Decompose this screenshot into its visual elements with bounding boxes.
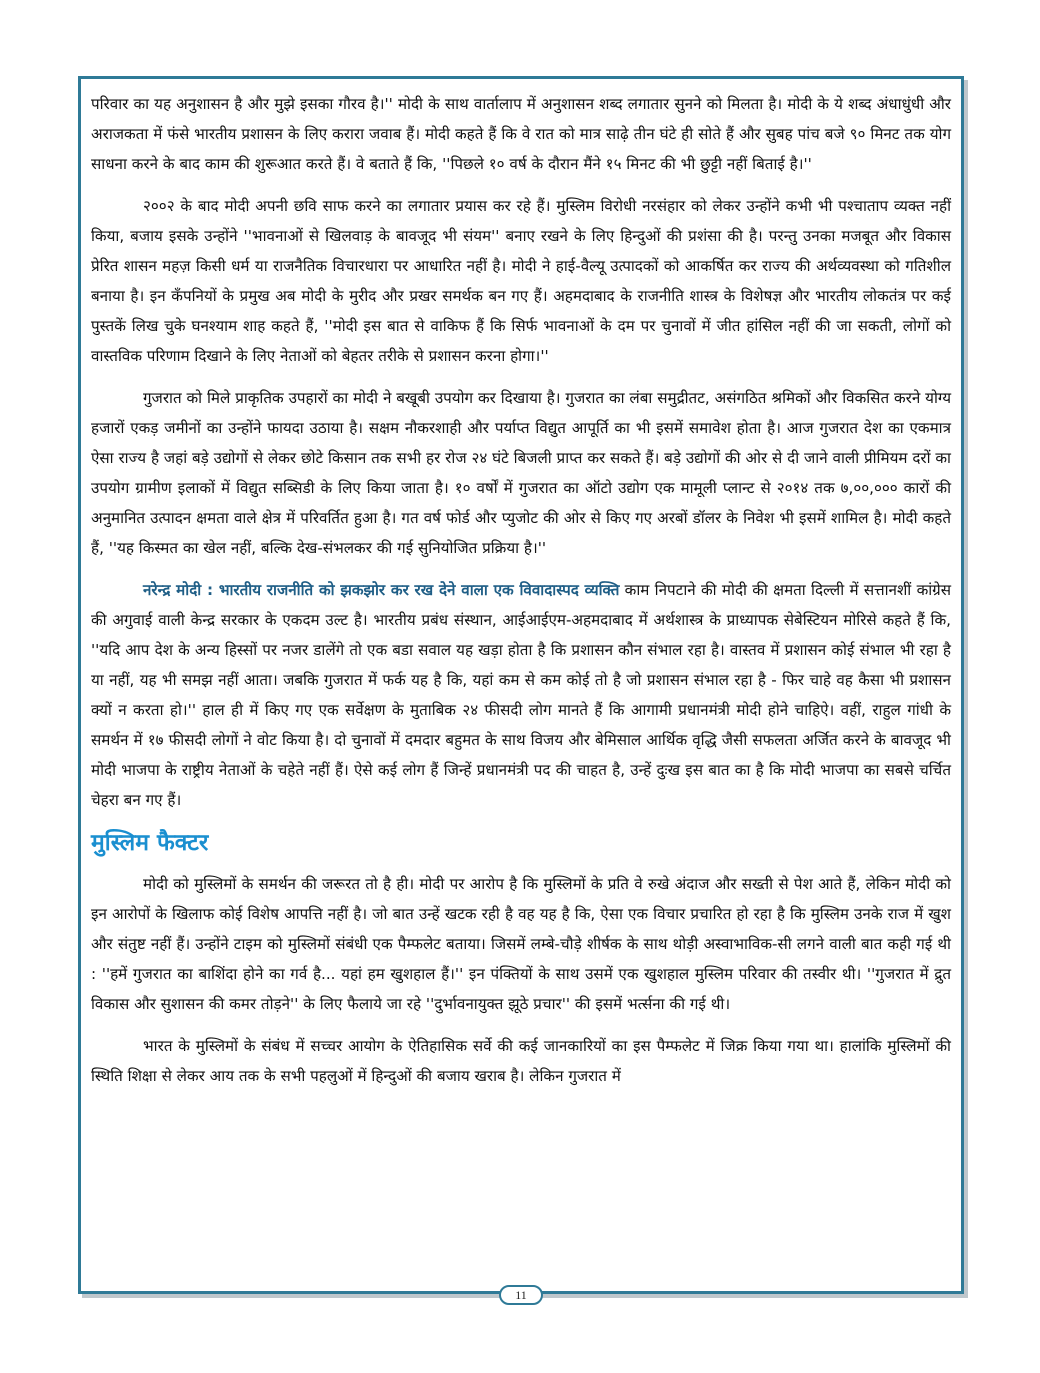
section-heading: मुस्लिम फैक्टर xyxy=(91,830,209,856)
article-paragraph: गुजरात को मिले प्राकृतिक उपहारों का मोदी ने बखूबी उपयोग कर दिखाया है। गुजरात का लंबा समुद्रीतट, असंगठित श्रमिकों और विकसित करने योग्य हजारों एकड़ जमीनों का उन्होंने फायदा उठाया है। सक्षम नौकरशाही और पर्याप्त विद्युत आपूर्ति का भी इसमें समावेश होता है। आज गुजरात देश का एकमात्र ऐसा राज्य है जहां बड़े उद्योगों से लेकर छोटे किसान तक सभी हर रोज २४ घंटे बिजली प्राप्त कर सकते हैं। बड़े उद्योगों की ओर से दी जाने वाली प्रीमियम दरों का उपयोग ग्रामीण इलाकों में विद्युत सब्सिडी के लिए किया जाता है। १० वर्षों में गुजरात का ऑटो उद्योग एक मामूली प्लान्ट से २०१४ तक ७,००,००० कारों की अनुमानित उत्पादन क्षमता वाले क्षेत्र में परिवर्तित हुआ है। गत वर्ष फोर्ड और प्युजोट की ओर से किए गए अरबों डॉलर के निवेश भी इसमें शामिल है। मोदी कहते हैं, ''यह किस्मत का खेल नहीं, बल्कि देख-संभलकर की गई सुनियोजित प्रक्रिया है।'' xyxy=(91,389,951,557)
article-paragraph: परिवार का यह अनुशासन है और मुझे इसका गौरव है।'' मोदी के साथ वार्तालाप में अनुशासन शब्द लगातार सुनने को मिलता है। मोदी के ये शब्द अंधाधुंधी और अराजकता में फंसे भारतीय प्रशासन के लिए करारा जवाब हैं। मोदी कहते हैं कि वे रात को मात्र साढ़े तीन घंटे ही सोते हैं और सुबह पांच बजे ९० मिनट तक योग साधना करने के बाद काम की शुरूआत करते हैं। वे बताते हैं कि, ''पिछले १० वर्ष के दौरान मैंने १५ मिनट की भी छुट्टी नहीं बिताई है।'' xyxy=(91,95,951,173)
page-number: 11 xyxy=(499,1285,543,1305)
highlight-lead: नरेन्द्र मोदी : भारतीय राजनीति को झकझोर कर रख देने वाला एक विवादास्पद व्यक्ति xyxy=(143,581,620,599)
article-body xyxy=(91,89,951,1103)
section-paragraph: मोदी को मुस्लिमों के समर्थन की जरूरत तो है ही। मोदी पर आरोप है कि मुस्लिमों के प्रति वे रुखे अंदाज और सख्ती से पेश आते हैं, लेकिन मोदी को इन आरोपों के खिलाफ कोई विशेष आपत्ति नहीं है। जो बात उन्हें खटक रही है वह यह है कि, ऐसा एक विचार प्रचारित हो रहा है कि मुस्लिम उनके राज में खुश और संतुष्ट नहीं हैं। उन्होंने टाइम को मुस्लिमों संबंधी एक पैम्फलेट बताया। जिसमें लम्बे-चौड़े शीर्षक के साथ थोड़ी अस्वाभाविक-सी लगने वाली बात कही गई थी : ''हमें गुजरात का बाशिंदा होने का गर्व है... यहां हम खुशहाल हैं।'' इन पंक्तियों के साथ उसमें एक खुशहाल मुस्लिम परिवार की तस्वीर थी। ''गुजरात में द्रुत विकास और सुशासन की कमर तोड़ने'' के लिए फैलाये जा रहे ''दुर्भावनायुक्त झूठे प्रचार'' की इसमें भर्त्सना की गई थी। xyxy=(91,875,951,1013)
article-paragraph: २००२ के बाद मोदी अपनी छवि साफ करने का लगातार प्रयास कर रहे हैं। मुस्लिम विरोधी नरसंहार को लेकर उन्होंने कभी भी पश्चाताप व्यक्त नहीं किया, बजाय इसके उन्होंने ''भावनाओं से खिलवाड़ के बावजूद भी संयम'' बनाए रखने के लिए हिन्दुओं की प्रशंसा की है। परन्तु उनका मजबूत और विकास प्रेरित शासन महज़ किसी धर्म या राजनैतिक विचारधारा पर आधारित नहीं है। मोदी ने हाई-वैल्यू उत्पादकों को आकर्षित कर राज्य की अर्थव्यवस्था को गतिशील बनाया है। इन कँपनियों के प्रमुख अब मोदी के मुरीद और प्रखर समर्थक बन गए हैं। अहमदाबाद के राजनीति शास्त्र के विशेषज्ञ और भारतीय लोकतंत्र पर कई पुस्तकें लिख चुके घनश्याम शाह कहते हैं, ''मोदी इस बात से वाकिफ हैं कि सिर्फ भावनाओं के दम पर चुनावों में जीत हांसिल नहीं की जा सकती, लोगों को वास्तविक परिणाम दिखाने के लिए नेताओं को बेहतर तरीके से प्रशासन करना होगा।'' xyxy=(91,197,951,365)
page-frame xyxy=(78,76,964,1302)
highlight-paragraph xyxy=(91,575,951,815)
section-paragraph: भारत के मुस्लिमों के संबंध में सच्चर आयोग के ऐतिहासिक सर्वे की कई जानकारियों का इस पैम्फलेट में जिक्र किया गया था। हालांकि मुस्लिमों की स्थिति शिक्षा से लेकर आय तक के सभी पहलुओं में हिन्दुओं की बजाय खराब है। लेकिन गुजरात में xyxy=(91,1037,951,1085)
highlight-body: काम निपटाने की मोदी की क्षमता दिल्ली में सत्तानशीं कांग्रेस की अगुवाई वाली केन्द्र सरकार के एकदम उल्ट है। भारतीय प्रबंध संस्थान, आईआईएम-अहमदाबाद में अर्थशास्त्र के प्राध्यापक सेबेस्टियन मोरिसे कहते हैं कि, ''यदि आप देश के अन्य हिस्सों पर नजर डालेंगे तो एक बडा सवाल यह खड़ा होता है कि प्रशासन कौन संभाल रहा है। वास्तव में प्रशासन कोई संभाल भी रहा है या नहीं, यह भी समझ नहीं आता। जबकि गुजरात में फर्क यह है कि, यहां कम से कम कोई तो है जो प्रशासन संभाल रहा है - फिर चाहे वह कैसा भी प्रशासन क्यों न करता हो।'' हाल ही में किए गए एक सर्वेक्षण के मुताबिक २४ फीसदी लोग मानते हैं कि आगामी प्रधानमंत्री मोदी होने चाहिऐ। वहीं, राहुल गांधी के समर्थन में १७ फीसदी लोगों ने वोट किया है। दो चुनावों में दमदार बहुमत के साथ विजय और बेमिसाल आर्थिक वृद्धि जैसी सफलता अर्जित करने के बावजूद भी मोदी भाजपा के राष्ट्रीय नेताओं के चहेते नहीं हैं। ऐसे कई लोग हैं जिन्हें प्रधानमंत्री पद की चाहत है, उन्हें दुःख इस बात का है कि मोदी भाजपा का सबसे चर्चित चेहरा बन गए हैं। xyxy=(91,581,951,809)
